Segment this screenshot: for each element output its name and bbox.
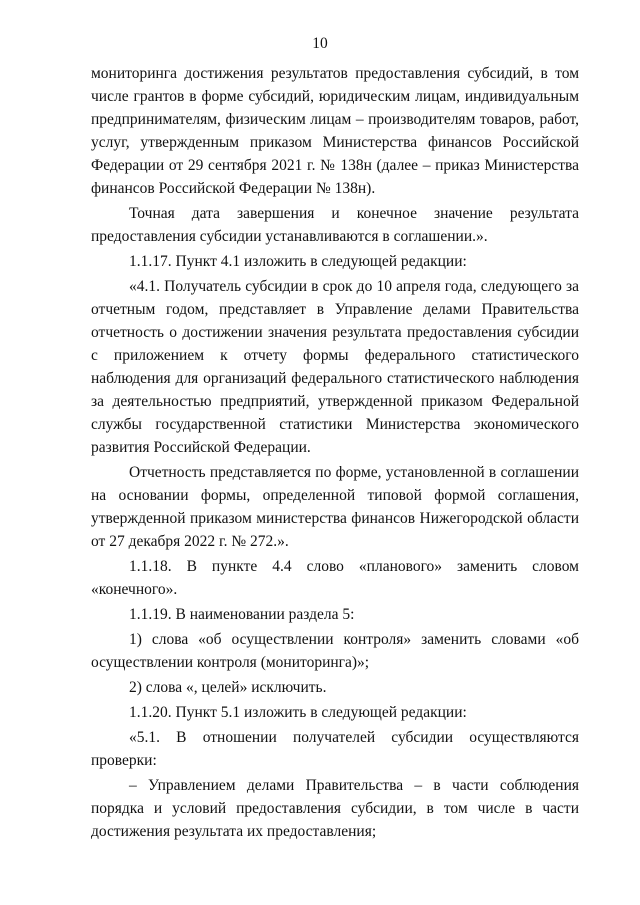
paragraph-continuation: мониторинга достижения результатов предоставления субсидий, в том числе грантов в форме субсидий, юридическим лицам, индивидуальным предпринимателям, физическим лицам – производителям товаров, работ, услуг, утвержденным приказом Министерства финансов Российской Федерации от 29 сентября 2021 г. № 138н (далее – приказ Министерства финансов Российской Федерации № 138н). [91, 65, 579, 197]
paragraph-1-1-18: 1.1.18. В пункте 4.4 слово «планового» заменить словом «конечного». [91, 558, 579, 598]
paragraph-item-1: 1) слова «об осуществлении контроля» заменить словами «об осуществлении контроля (мониторинга)»; [91, 631, 579, 671]
paragraph-reporting-form: Отчетность представляется по форме, установленной в соглашении на основании формы, определенной типовой формой соглашения, утвержденной приказом министерства финансов Нижегородской области от 27 декабря 2022 г. № 272.». [91, 464, 579, 550]
document-body [91, 62, 579, 845]
paragraph-4-1: «4.1. Получатель субсидии в срок до 10 апреля года, следующего за отчетным годом, представляет в Управление делами Правительства отчетность о достижении значения результата предоставления субсидии с приложением к отчету формы федерального статистического наблюдения для организаций федерального статистического наблюдения за деятельностью предприятий, утвержденной приказом Федеральной службы государственной статистики Министерства экономического развития Российской Федерации. [91, 278, 579, 456]
page-number: 10 [312, 35, 328, 52]
paragraph-item-2: 2) слова «, целей» исключить. [129, 679, 327, 696]
paragraph-management-checks: – Управлением делами Правительства – в части соблюдения порядка и условий предоставления субсидии, в том числе в части достижения результата их предоставления; [91, 777, 579, 840]
paragraph-1-1-20: 1.1.20. Пункт 5.1 изложить в следующей редакции: [129, 704, 467, 721]
paragraph-1-1-19: 1.1.19. В наименовании раздела 5: [129, 606, 355, 623]
paragraph-result-date: Точная дата завершения и конечное значение результата предоставления субсидии устанавливаются в соглашении.». [91, 205, 579, 245]
paragraph-5-1: «5.1. В отношении получателей субсидии осуществляются проверки: [91, 729, 579, 769]
paragraph-1-1-17: 1.1.17. Пункт 4.1 изложить в следующей редакции: [129, 253, 467, 270]
